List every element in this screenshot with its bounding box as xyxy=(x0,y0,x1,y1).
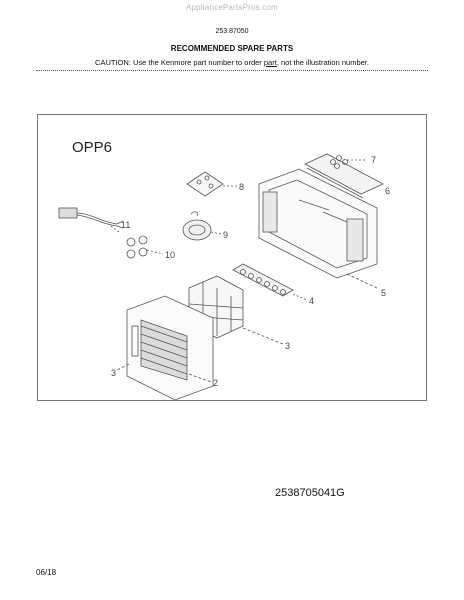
callout-5: 5 xyxy=(381,288,387,298)
drain-fittings-part[interactable] xyxy=(127,236,147,258)
caution-part-link[interactable]: part xyxy=(263,58,277,67)
callout-6: 6 xyxy=(385,186,391,196)
caution-text-start: CAUTION: Use the Kenmore part number to order xyxy=(95,58,264,67)
callout-4: 4 xyxy=(309,296,315,306)
callout-8: 8 xyxy=(239,182,245,192)
caution-text xyxy=(0,58,464,67)
revision-date: 06/18 xyxy=(36,568,57,577)
screw-kit-part[interactable] xyxy=(187,172,223,196)
model-number: 253.87050 xyxy=(215,28,249,35)
diagram-group-label: OPP6 xyxy=(72,139,113,156)
exploded-parts-diagram xyxy=(37,114,427,401)
callout-10: 10 xyxy=(165,250,176,260)
power-cord-part[interactable] xyxy=(59,208,123,228)
callout-11: 11 xyxy=(121,220,131,230)
callout-9: 9 xyxy=(223,230,229,240)
callout-3-panel: 3 xyxy=(111,368,117,378)
header-divider xyxy=(36,70,428,71)
page-title: RECOMMENDED SPARE PARTS xyxy=(170,44,294,53)
foam-seal-part[interactable] xyxy=(183,212,211,240)
callout-3-filter: 3 xyxy=(285,341,291,351)
document-number: 2538705041G xyxy=(275,487,345,499)
caution-text-end: , not the illustration number. xyxy=(276,58,369,67)
callout-7: 7 xyxy=(371,155,377,165)
callout-2: 2 xyxy=(213,378,219,388)
watermark-text: AppliancePartsPros.com xyxy=(186,3,278,12)
